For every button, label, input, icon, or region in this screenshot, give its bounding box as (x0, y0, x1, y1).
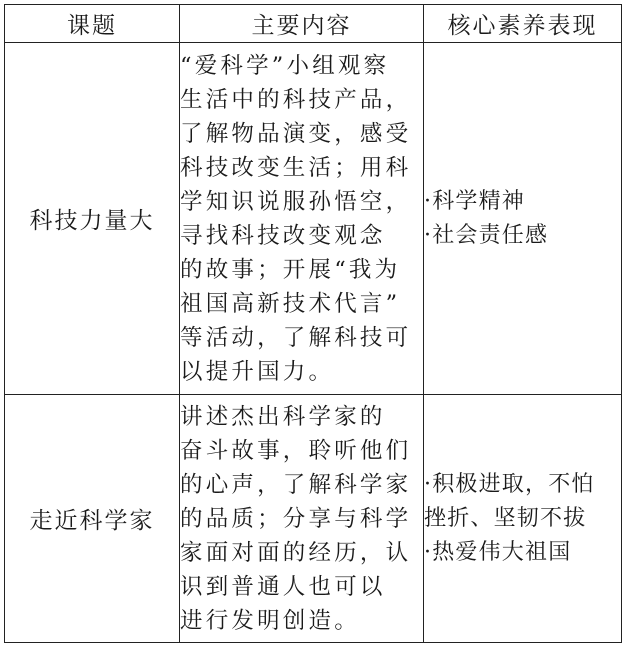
content-line: 家面对面的经历，认 (180, 539, 412, 566)
table-row (5, 43, 622, 395)
literacy-item: ·科学精神 (424, 188, 525, 214)
literacy-item: ·社会责任感 (424, 222, 549, 248)
topic-cell: 走近科学家 (5, 395, 180, 643)
topic-cell: 科技力量大 (5, 43, 180, 395)
literacy-item: ·热爱伟大祖国 (424, 539, 572, 565)
literacy-cell (424, 395, 622, 643)
literacy-cell (424, 43, 622, 395)
content-line: 祖国高新技术代言” (180, 290, 401, 317)
literacy-item: 挫折、坚韧不拔 (424, 505, 587, 531)
header-topic: 课题 (5, 5, 180, 43)
content-line: “爱科学”小组观察 (180, 52, 390, 79)
header-literacy: 核心素养表现 (424, 5, 622, 43)
table-header-row (5, 5, 622, 43)
content-line: 的品质；分享与科学 (180, 505, 412, 532)
content-line: 的心声，了解科学家 (180, 471, 412, 498)
table-row (5, 395, 622, 643)
content-line: 学知识说服孙悟空， (180, 188, 412, 215)
content-cell (180, 395, 424, 643)
header-content: 主要内容 (180, 5, 424, 43)
content-line: 了解物品演变，感受 (180, 120, 412, 147)
content-line: 讲述杰出科学家的 (180, 403, 386, 430)
content-line: 识到普通人也可以 (180, 573, 386, 600)
curriculum-table (4, 4, 622, 643)
literacy-item: ·积极进取，不怕 (424, 471, 595, 497)
content-line: 等活动，了解科技可 (180, 324, 412, 351)
content-cell (180, 43, 424, 395)
content-line: 科技改变生活；用科 (180, 154, 412, 181)
content-line: 生活中的科技产品， (180, 86, 412, 113)
content-line: 以提升国力。 (180, 358, 335, 385)
content-line: 进行发明创造。 (180, 607, 360, 634)
content-line: 的故事；开展“我为 (180, 256, 401, 283)
content-line: 寻找科技改变观念 (180, 222, 386, 249)
content-line: 奋斗故事，聆听他们 (180, 437, 412, 464)
